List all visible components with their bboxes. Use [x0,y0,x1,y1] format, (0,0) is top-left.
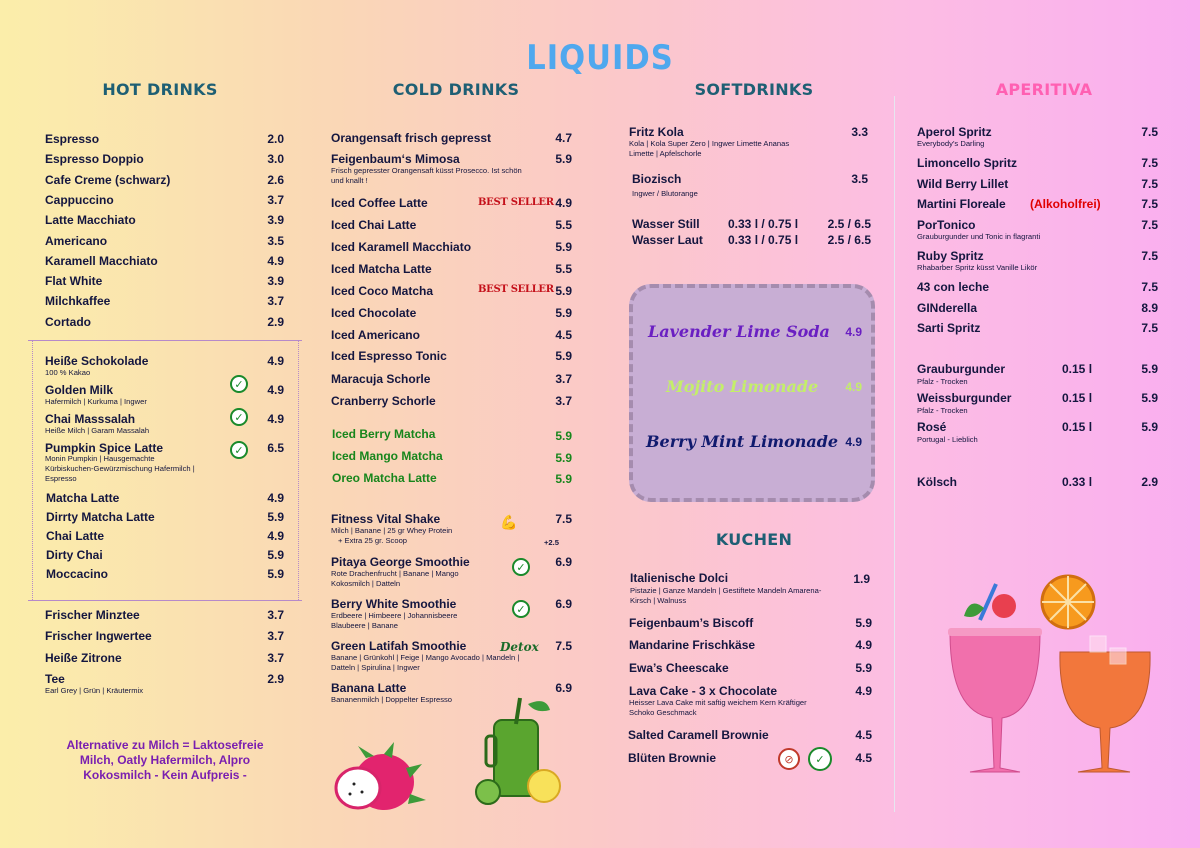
menu-item-name: Biozisch [632,172,682,186]
menu-item-name: Limoncello Spritz [917,156,1018,170]
special-drink-price: 4.9 [845,325,862,339]
menu-item-name: Dirrty Matcha Latte [46,510,155,524]
menu-item-price: 5.9 [1141,391,1158,405]
menu-item-description: Heiße Milch | Garam Massalah [45,426,150,435]
menu-item-price: 4.9 [555,196,572,210]
menu-item-name: Tee [45,672,65,686]
menu-item-description: 100 % Kakao [45,368,91,377]
menu-item-price: 6.9 [555,597,572,611]
menu-item-name: Iced Karamell Macchiato [331,240,472,254]
header-aperitiva: APERITIVA [995,80,1093,99]
menu-item-price: 5.9 [855,616,872,630]
menu-item-price: 3.3 [851,125,868,139]
menu-item-price: 3.0 [267,152,284,166]
menu-item-description: Monin Pumpkin | Hausgemachte Kürbiskuchen-Gewürzmischung Hafermilch | Espresso [45,454,195,483]
best-seller-badge: BEST SELLER [478,284,554,295]
menu-item-name: Grauburgunder [917,362,1006,376]
menu-item-price: 5.9 [555,349,572,363]
menu-item-price: 3.7 [267,629,284,643]
menu-item-price: 7.5 [1141,280,1158,294]
menu-item-price: 5.9 [555,472,572,486]
menu-item-name: Lava Cake - 3 x Chocolate [629,684,778,698]
menu-item-price: 4.5 [855,751,872,765]
menu-item-name: Wild Berry Lillet [917,177,1009,191]
menu-item-description: Hafermilch | Kurkuma | Ingwer [45,397,147,406]
menu-item-price: 5.9 [555,152,572,166]
column-divider [894,96,895,812]
menu-item-name: Iced Matcha Latte [331,262,432,276]
menu-item-price: 4.9 [267,354,284,368]
menu-item-price: 3.7 [267,651,284,665]
menu-item-price: 6.9 [555,555,572,569]
vegan-badge-icon: ✓ [230,375,248,393]
menu-item-description: Bananenmilch | Doppelter Espresso [331,695,453,704]
menu-item-name: Iced Coco Matcha [331,284,434,298]
menu-item-name: Espresso Doppio [45,152,144,166]
menu-item-price: 2.5 / 6.5 [827,217,871,231]
vegan-badge-icon: ✓ [230,441,248,459]
menu-item-price: 2.9 [267,672,284,686]
menu-item-price: 3.5 [267,234,284,248]
menu-item-name: Aperol Spritz [917,125,992,139]
menu-item-price: 3.7 [267,193,284,207]
menu-item-name: Pitaya George Smoothie [331,555,470,569]
menu-item-price: 7.5 [1141,197,1158,211]
menu-item-price: 7.5 [555,512,572,526]
menu-item-price: 5.9 [855,661,872,675]
menu-item-name: Mandarine Frischkäse [629,638,756,652]
menu-item-name: Maracuja Schorle [331,372,431,386]
menu-item-name: Cortado [45,315,91,329]
menu-item-description: + Extra 25 gr. Scoop [338,536,408,545]
menu-item-name: Milchkaffee [45,294,111,308]
special-drink-price: 4.9 [845,435,862,449]
menu-item-name: Iced Americano [331,328,420,342]
menu-item-name: Kölsch [917,475,958,489]
menu-item-name: Oreo Matcha Latte [332,471,437,485]
detox-badge: Detox [500,640,539,654]
menu-item-description: Earl Grey | Grün | Kräutermix [45,686,144,695]
menu-item-price: 3.7 [555,394,572,408]
menu-item-price: 5.9 [1141,420,1158,434]
menu-item-name: Latte Macchiato [45,213,136,227]
menu-item-price: 5.9 [555,240,572,254]
menu-item-price: 3.5 [851,172,868,186]
menu-item-price: 5.9 [267,510,284,524]
menu-item-name: Matcha Latte [46,491,120,505]
special-drink-price: 4.9 [845,380,862,394]
menu-item-name: Green Latifah Smoothie [331,639,467,653]
menu-item-name: Weissburgunder [917,391,1012,405]
page-title: LIQUIDS [526,38,674,78]
muscle-arm-icon: 💪 [500,514,518,530]
menu-item-price: 7.5 [1141,249,1158,263]
menu-item-name: Italienische Dolci [630,571,729,585]
vegan-badge-icon: ✓ [512,600,530,618]
menu-item-price: 4.5 [555,328,572,342]
menu-item-description: Frisch gepresster Orangensaft küsst Prosecco. Ist schön und knallt ! [331,166,522,185]
menu-item-name: Frischer Ingwertee [45,629,152,643]
vegan-badge-icon: ✓ [230,408,248,426]
menu-item-name: Sarti Spritz [917,321,981,335]
menu-item-price: 5.5 [555,218,572,232]
menu-item-price: 6.5 [267,441,284,455]
menu-item-name: Ewa’s Cheescake [629,661,729,675]
menu-item-price: 4.9 [267,254,284,268]
menu-item-price: 2.6 [267,173,284,187]
decorative-flourish [298,340,299,600]
alcohol-free-note: (Alkoholfrei) [1030,197,1101,211]
menu-item-price: 5.9 [267,567,284,581]
special-drink-name: Lavender Lime Soda [648,322,830,341]
menu-item-name: Feigenbaum’s Biscoff [629,616,754,630]
no-gluten-icon: ⊘ [778,748,800,770]
menu-item-name: 43 con leche [917,280,990,294]
menu-item-name: Wasser Laut [632,233,703,247]
menu-item-description: Pfalz - Trocken [917,406,968,415]
menu-item-price: 6.9 [555,681,572,695]
menu-item-name: Cappuccino [45,193,114,207]
menu-item-description: Grauburgunder und Tonic in flagranti [917,232,1041,241]
menu-item-quantity: 0.33 l [1062,475,1093,489]
menu-item-price: 4.5 [855,728,872,742]
menu-item-name: Banana Latte [331,681,407,695]
menu-item-name: Orangensaft frisch gepresst [331,131,492,145]
menu-item-price: 7.5 [1141,321,1158,335]
menu-item-price: 2.0 [267,132,284,146]
menu-item-price: 4.9 [267,491,284,505]
menu-item-price: 3.9 [267,274,284,288]
menu-item-price: 7.5 [555,639,572,653]
special-drink-name: Mojito Limonade [666,377,819,396]
menu-item-description: Rote Drachenfrucht | Banane | Mango Kokosmilch | Datteln [331,569,459,588]
menu-item-price: 7.5 [1141,156,1158,170]
menu-item-name: Iced Mango Matcha [332,449,443,463]
menu-item-description: Kola | Kola Super Zero | Ingwer Limette Ananas Limette | Apfelschorle [629,139,790,158]
menu-item-name: Berry White Smoothie [331,597,457,611]
menu-item-price: 1.9 [853,572,870,586]
menu-item-name: Martini Floreale [917,197,1006,211]
menu-item-price: 4.9 [267,412,284,426]
menu-item-name: Wasser Still [632,217,700,231]
menu-item-description: Erdbeere | Himbeere | Johannisbeere Blaubeere | Banane [331,611,458,630]
menu-item-description: Ingwer / Blutorange [632,189,698,198]
menu-item-name: Flat White [45,274,103,288]
menu-item-name: Iced Chai Latte [331,218,417,232]
menu-item-name: Pumpkin Spice Latte [45,441,164,455]
menu-item-name: Cafe Creme (schwarz) [45,173,171,187]
best-seller-badge: BEST SELLER [478,197,554,208]
menu-item-name: Salted Caramell Brownie [628,728,769,742]
decorative-flourish [28,340,302,341]
menu-item-name: Cranberry Schorle [331,394,436,408]
menu-item-price: 2.5 / 6.5 [827,233,871,247]
menu-item-price: 2.9 [1141,475,1158,489]
menu-item-name: Espresso [45,132,100,146]
menu-item-name: PorTonico [917,218,976,232]
menu-item-price: 5.9 [555,284,572,298]
menu-item-description: Banane | Grünkohl | Feige | Mango Avocado | Mandeln | Datteln | Spirulina | Ingwer [331,653,520,672]
menu-item-name: Rosé [917,420,947,434]
menu-item-name: GINderella [917,301,978,315]
menu-item-description: Portugal - Lieblich [917,435,978,444]
menu-item-quantity: 0.33 l / 0.75 l [728,233,799,247]
menu-item-description: Everybody’s Darling [917,139,985,148]
menu-item-description: Milch | Banane | 25 gr Whey Protein [331,526,453,535]
menu-item-price: 5.9 [1141,362,1158,376]
menu-item-price: 4.9 [267,383,284,397]
menu-item-price: 5.5 [555,262,572,276]
menu-item-name: Iced Coffee Latte [331,196,428,210]
menu-item-name: Iced Espresso Tonic [331,349,447,363]
menu-item-price: 3.9 [267,213,284,227]
menu-item-name: Karamell Macchiato [45,254,158,268]
header-kuchen: KUCHEN [715,530,793,549]
decorative-flourish [32,340,33,600]
menu-item-name: Chai Latte [46,529,105,543]
special-drink-name: Berry Mint Limonade [646,432,839,451]
menu-item-price: 3.7 [267,608,284,622]
cocktail-illustration [940,572,1170,782]
menu-item-name: Golden Milk [45,383,114,397]
menu-item-description: Pistazie | Ganze Mandeln | Gestiftete Mandeln Amarena-Kirsch | Walnuss [630,586,822,605]
menu-item-price: 2.9 [267,315,284,329]
vegan-badge-icon: ✓ [808,747,832,771]
menu-item-price: 7.5 [1141,177,1158,191]
menu-item-price: 7.5 [1141,218,1158,232]
menu-item-price: 3.7 [555,372,572,386]
menu-item-price: 4.9 [855,638,872,652]
menu-item-name: Americano [45,234,108,248]
menu-item-name: Fritz Kola [629,125,684,139]
menu-item-price: 5.9 [555,429,572,443]
decorative-flourish [28,600,302,601]
menu-item-price: 7.5 [1141,125,1158,139]
menu-item-name: Iced Chocolate [331,306,417,320]
extra-price: +2.5 [544,538,559,547]
menu-item-description: Rhabarber Spritz küsst Vanille Likör [917,263,1038,272]
menu-item-name: Ruby Spritz [917,249,984,263]
menu-item-description: Heisser Lava Cake mit saftig weichem Kern Kräftiger Schoko Geschmack [629,698,807,717]
menu-item-price: 4.7 [555,131,572,145]
menu-item-description: Pfalz - Trocken [917,377,968,386]
dragon-fruit-illustration [326,738,446,818]
menu-item-price: 3.7 [267,294,284,308]
menu-item-name: Dirty Chai [46,548,103,562]
header-softdrinks: SOFTDRINKS [694,80,814,99]
milk-alternatives-note: Alternative zu Milch = Laktosefreie Milch, Oatly Hafermilch, Alpro Kokosmilch - Kein Aufpreis - [66,738,264,782]
menu-item-price: 4.9 [267,529,284,543]
menu-item-name: Moccacino [46,567,109,581]
menu-item-name: Blüten Brownie [628,751,717,765]
header-cold-drinks: COLD DRINKS [392,80,520,99]
menu-item-quantity: 0.33 l / 0.75 l [728,217,799,231]
menu-item-quantity: 0.15 l [1062,362,1093,376]
vegan-badge-icon: ✓ [512,558,530,576]
menu-item-name: Heiße Zitrone [45,651,122,665]
menu-item-name: Iced Berry Matcha [332,427,436,441]
menu-item-price: 4.9 [855,684,872,698]
menu-item-name: Frischer Minztee [45,608,140,622]
menu-item-price: 5.9 [555,306,572,320]
menu-item-name: Fitness Vital Shake [331,512,441,526]
header-hot-drinks: HOT DRINKS [102,80,218,99]
menu-item-price: 5.9 [555,451,572,465]
menu-item-quantity: 0.15 l [1062,391,1093,405]
menu-item-quantity: 0.15 l [1062,420,1093,434]
menu-item-price: 8.9 [1141,301,1158,315]
green-smoothie-illustration [458,690,578,810]
menu-item-name: Feigenbaum‘s Mimosa [331,152,460,166]
menu-item-price: 5.9 [267,548,284,562]
menu-item-name: Heiße Schokolade [45,354,149,368]
menu-item-name: Chai Masssalah [45,412,136,426]
